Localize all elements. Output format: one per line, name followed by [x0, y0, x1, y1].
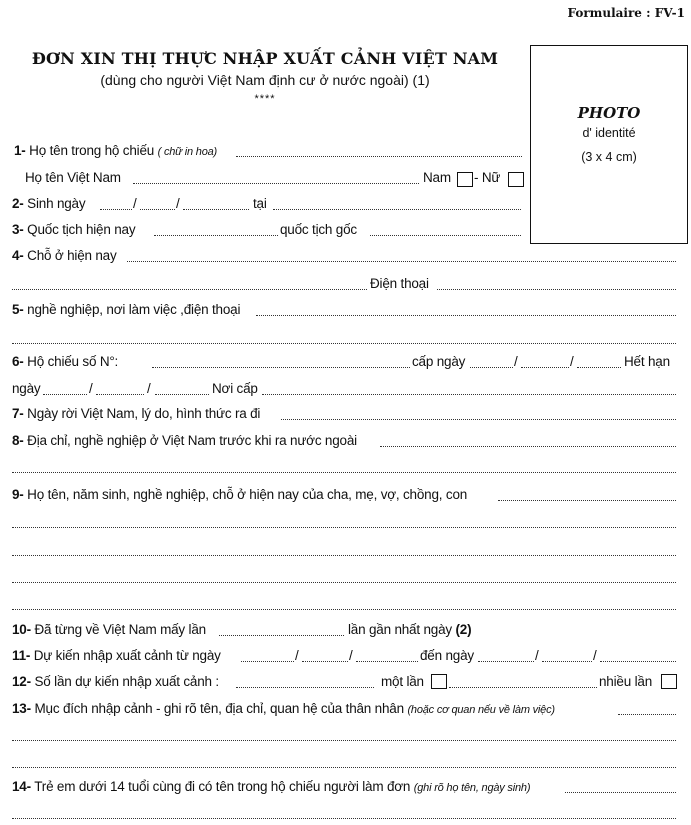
- q6-number: 6-: [12, 354, 24, 369]
- expiry-month-field[interactable]: [96, 394, 144, 395]
- origin-nationality-field[interactable]: [370, 235, 521, 236]
- date-sep: /: [133, 196, 137, 211]
- q13-text: Mục đích nhập cảnh - ghi rõ tên, địa chỉ, quan hệ của thân nhân: [34, 701, 404, 716]
- last-visit-label: [348, 622, 471, 637]
- q12-label: [12, 674, 219, 689]
- multiple-entry-label: nhiều lần: [599, 674, 652, 689]
- departure-field[interactable]: [281, 419, 676, 420]
- birth-place-label: tại: [253, 196, 267, 211]
- entries-field[interactable]: [236, 687, 374, 688]
- date-sep: /: [593, 648, 597, 663]
- issue-month-field[interactable]: [521, 367, 569, 368]
- q5-text: nghề nghiệp, nơi làm việc ,điện thoại: [27, 302, 241, 317]
- q13-hint: (hoặc cơ quan nếu về làm việc): [407, 704, 555, 716]
- entry-day-field[interactable]: [241, 661, 294, 662]
- q3-label: [12, 222, 135, 237]
- address-field-2[interactable]: [12, 289, 367, 290]
- title-stars: ****: [254, 93, 276, 105]
- date-sep: /: [176, 196, 180, 211]
- q10-number: 10-: [12, 622, 31, 637]
- date-sep: /: [570, 354, 574, 369]
- q1-text: Họ tên trong hộ chiếu: [29, 143, 155, 158]
- occupation-field[interactable]: [256, 315, 676, 316]
- date-sep: /: [535, 648, 539, 663]
- issue-place-field[interactable]: [262, 394, 676, 395]
- q4-number: 4-: [12, 248, 24, 263]
- q5-label: [12, 302, 240, 317]
- children-field-2[interactable]: [12, 818, 676, 819]
- expiry-day-label: ngày: [12, 381, 41, 396]
- issue-year-field[interactable]: [577, 367, 621, 368]
- multiple-entry-checkbox[interactable]: [661, 674, 677, 689]
- purpose-field-2[interactable]: [12, 740, 676, 741]
- q8-number: 8-: [12, 433, 24, 448]
- photo-title: PHOTO: [577, 104, 641, 122]
- occupation-field-2[interactable]: [12, 343, 676, 344]
- birth-place-field[interactable]: [273, 209, 521, 210]
- birth-month-field[interactable]: [140, 209, 175, 210]
- q14-hint: (ghi rõ họ tên, ngày sinh): [413, 782, 531, 794]
- exit-month-field[interactable]: [542, 661, 592, 662]
- purpose-field[interactable]: [618, 714, 676, 715]
- single-entry-label: một lần: [381, 674, 424, 689]
- form-title: ĐƠN XIN THỊ THỰC NHẬP XUẤT CẢNH VIỆT NAM: [31, 49, 499, 68]
- expiry-label: Hết hạn: [624, 354, 670, 369]
- exit-day-field[interactable]: [478, 661, 534, 662]
- birth-day-field[interactable]: [100, 209, 132, 210]
- passport-number-field[interactable]: [152, 367, 410, 368]
- q7-label: [12, 406, 260, 421]
- issue-date-label: cấp ngày: [412, 354, 466, 369]
- male-checkbox[interactable]: [457, 172, 473, 187]
- q13-number: 13-: [12, 701, 31, 716]
- q10-text: Đã từng về Việt Nam mấy lần: [34, 622, 206, 637]
- date-sep: /: [295, 648, 299, 663]
- q3-number: 3-: [12, 222, 24, 237]
- q6-label: [12, 354, 118, 369]
- q12-number: 12-: [12, 674, 31, 689]
- passport-name-field[interactable]: [236, 156, 522, 157]
- date-sep: /: [89, 381, 93, 396]
- note-2: (2): [455, 622, 472, 637]
- vn-name-field[interactable]: [133, 183, 419, 184]
- male-label: Nam: [423, 170, 451, 185]
- issue-place-label: Nơi cấp: [212, 381, 258, 396]
- origin-nationality-label: quốc tịch gốc: [280, 222, 357, 237]
- q14-number: 14-: [12, 779, 31, 794]
- expiry-day-field[interactable]: [43, 394, 87, 395]
- q6-text: Hộ chiếu số N°:: [27, 354, 119, 369]
- phone-field[interactable]: [437, 289, 676, 290]
- family-field-4[interactable]: [12, 582, 676, 583]
- phone-label: Điện thoại: [370, 276, 429, 291]
- q9-text: Họ tên, năm sinh, nghề nghiệp, chỗ ở hiện nay của cha, mẹ, vợ, chồng, con: [27, 487, 468, 502]
- q10-label: [12, 622, 206, 637]
- form-subtitle: (dùng cho người Việt Nam định cư ở nước ngoài) (1): [100, 72, 430, 88]
- family-field[interactable]: [498, 500, 676, 501]
- date-sep: /: [349, 648, 353, 663]
- photo-size: (3 x 4 cm): [581, 150, 637, 164]
- to-date-label: đến ngày: [420, 648, 474, 663]
- vn-name-label: Họ tên Việt Nam: [25, 170, 121, 185]
- family-field-2[interactable]: [12, 527, 676, 528]
- single-entry-checkbox[interactable]: [431, 674, 447, 689]
- q1-number: 1-: [14, 143, 26, 158]
- birth-year-field[interactable]: [183, 209, 249, 210]
- q2-number: 2-: [12, 196, 24, 211]
- q1-hint: ( chữ in hoa): [157, 146, 218, 158]
- family-field-3[interactable]: [12, 555, 676, 556]
- date-sep: /: [514, 354, 518, 369]
- q9-label: [12, 487, 467, 502]
- female-checkbox[interactable]: [508, 172, 524, 187]
- address-field[interactable]: [127, 261, 676, 262]
- q7-text: Ngày rời Việt Nam, lý do, hình thức ra đi: [27, 406, 261, 421]
- q14-text: Trẻ em dưới 14 tuổi cùng đi có tên trong hộ chiếu người làm đơn: [34, 779, 411, 794]
- q11-label: [12, 648, 221, 663]
- q7-number: 7-: [12, 406, 24, 421]
- entry-month-field[interactable]: [302, 661, 348, 662]
- q4-label: [12, 248, 117, 263]
- entries-spacer: [449, 687, 597, 688]
- q1-label: [14, 143, 217, 158]
- entry-year-field[interactable]: [356, 661, 418, 662]
- expiry-year-field[interactable]: [155, 394, 209, 395]
- q14-label: [12, 779, 530, 794]
- q12-text: Số lần dự kiến nhập xuất cảnh :: [34, 674, 219, 689]
- female-label: - Nữ: [474, 170, 501, 185]
- q2-label: [12, 196, 85, 211]
- previous-address-field-2[interactable]: [12, 472, 676, 473]
- q8-label: [12, 433, 357, 448]
- q8-text: Địa chỉ, nghề nghiệp ở Việt Nam trước khi ra nước ngoài: [27, 433, 357, 448]
- last-visit-text: lần gần nhất ngày: [348, 622, 452, 637]
- children-field[interactable]: [565, 792, 676, 793]
- q3-text: Quốc tịch hiện nay: [27, 222, 136, 237]
- form-code: Formulaire : FV-1: [567, 6, 685, 20]
- previous-address-field[interactable]: [380, 446, 676, 447]
- q4-text: Chỗ ở hiện nay: [27, 248, 117, 263]
- q2-text: Sinh ngày: [27, 196, 86, 211]
- photo-caption: d' identité: [582, 126, 636, 140]
- q5-number: 5-: [12, 302, 24, 317]
- exit-year-field[interactable]: [600, 661, 676, 662]
- date-sep: /: [147, 381, 151, 396]
- issue-day-field[interactable]: [470, 367, 513, 368]
- purpose-field-3[interactable]: [12, 767, 676, 768]
- q13-label: [12, 701, 555, 716]
- nationality-field[interactable]: [154, 235, 278, 236]
- family-field-5[interactable]: [12, 609, 676, 610]
- photo-box: [530, 45, 688, 244]
- visits-count-field[interactable]: [219, 635, 344, 636]
- q11-number: 11-: [12, 648, 31, 663]
- q11-text: Dự kiến nhập xuất cảnh từ ngày: [33, 648, 221, 663]
- q9-number: 9-: [12, 487, 24, 502]
